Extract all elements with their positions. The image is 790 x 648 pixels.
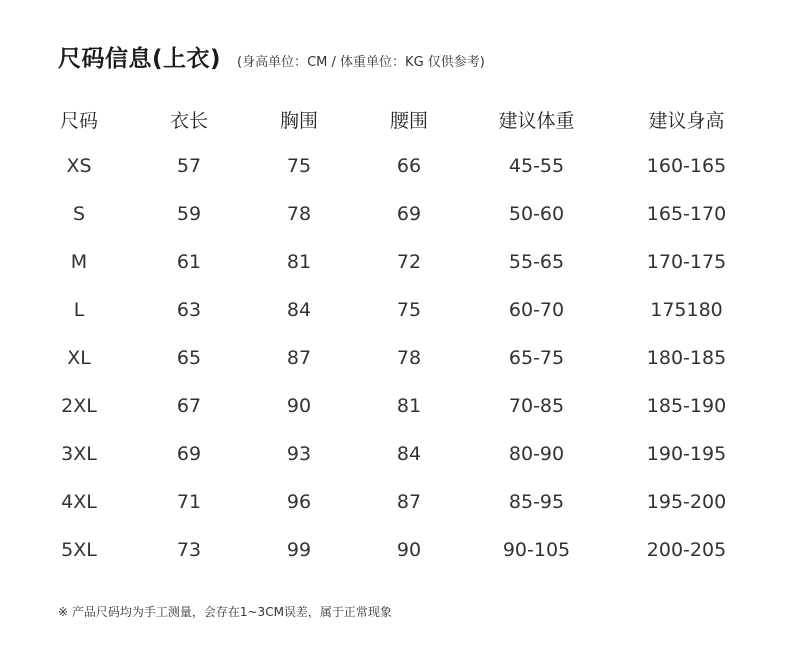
- cell-waist: 66: [396, 155, 422, 177]
- cell-height: 190-195: [646, 443, 727, 465]
- cell-chest: 99: [286, 539, 312, 561]
- cell-size: M: [70, 251, 88, 273]
- header-chest: 胸围: [279, 109, 318, 132]
- cell-size: 2XL: [61, 395, 97, 417]
- cell-waist: 72: [396, 251, 422, 273]
- cell-chest: 90: [286, 395, 312, 417]
- header-size: 尺码: [59, 109, 98, 132]
- header-waist: 腰围: [389, 109, 428, 132]
- table-row: [24, 238, 764, 286]
- table-row: [24, 478, 764, 526]
- cell-height: 180-185: [646, 347, 727, 369]
- cell-weight: 55-65: [508, 251, 565, 273]
- cell-height: 165-170: [646, 203, 727, 225]
- cell-height: 195-200: [646, 491, 727, 513]
- cell-chest: 78: [286, 203, 312, 225]
- cell-weight: 70-85: [508, 395, 565, 417]
- cell-weight: 45-55: [508, 155, 565, 177]
- cell-chest: 84: [286, 299, 312, 321]
- cell-weight: 60-70: [508, 299, 565, 321]
- cell-size: 5XL: [61, 539, 97, 561]
- cell-length: 65: [176, 347, 202, 369]
- cell-height: 200-205: [646, 539, 727, 561]
- cell-size: S: [72, 203, 86, 225]
- unit-note: (身高单位：CM / 体重单位：KG 仅供参考): [237, 55, 485, 70]
- page-title: 尺码信息(上衣): [58, 46, 222, 72]
- cell-waist: 90: [396, 539, 422, 561]
- cell-size: L: [73, 299, 85, 321]
- cell-weight: 65-75: [508, 347, 565, 369]
- header: [58, 40, 485, 73]
- table-row: [24, 190, 764, 238]
- cell-height: 170-175: [646, 251, 727, 273]
- table-row: [24, 526, 764, 574]
- table-body: [24, 142, 764, 574]
- cell-length: 69: [176, 443, 202, 465]
- cell-length: 63: [176, 299, 202, 321]
- cell-length: 67: [176, 395, 202, 417]
- cell-height: 185-190: [646, 395, 727, 417]
- cell-waist: 78: [396, 347, 422, 369]
- cell-chest: 93: [286, 443, 312, 465]
- header-weight: 建议体重: [498, 109, 575, 132]
- cell-size: 4XL: [61, 491, 97, 513]
- header-length: 衣长: [169, 109, 208, 132]
- cell-chest: 75: [286, 155, 312, 177]
- cell-waist: 69: [396, 203, 422, 225]
- cell-length: 57: [176, 155, 202, 177]
- footnote: ※ 产品尺码均为手工测量，会存在1~3CM误差，属于正常现象: [58, 605, 392, 619]
- table-row: [24, 382, 764, 430]
- cell-chest: 96: [286, 491, 312, 513]
- table-row: [24, 334, 764, 382]
- cell-weight: 50-60: [508, 203, 565, 225]
- cell-chest: 81: [286, 251, 312, 273]
- cell-height: 160-165: [646, 155, 727, 177]
- size-chart-table: [24, 96, 764, 574]
- table-row: [24, 430, 764, 478]
- cell-length: 71: [176, 491, 202, 513]
- cell-weight: 90-105: [502, 539, 571, 561]
- cell-size: XL: [67, 347, 91, 369]
- cell-weight: 80-90: [508, 443, 565, 465]
- cell-length: 73: [176, 539, 202, 561]
- cell-waist: 81: [396, 395, 422, 417]
- cell-weight: 85-95: [508, 491, 565, 513]
- cell-height: 175180: [650, 299, 723, 321]
- cell-size: 3XL: [61, 443, 97, 465]
- table-header-row: [24, 96, 764, 142]
- cell-waist: 84: [396, 443, 422, 465]
- cell-waist: 87: [396, 491, 422, 513]
- table-row: [24, 142, 764, 190]
- cell-size: XS: [66, 155, 92, 177]
- header-height: 建议身高: [648, 109, 725, 132]
- cell-chest: 87: [286, 347, 312, 369]
- cell-waist: 75: [396, 299, 422, 321]
- cell-length: 59: [176, 203, 202, 225]
- table-row: [24, 286, 764, 334]
- cell-length: 61: [176, 251, 202, 273]
